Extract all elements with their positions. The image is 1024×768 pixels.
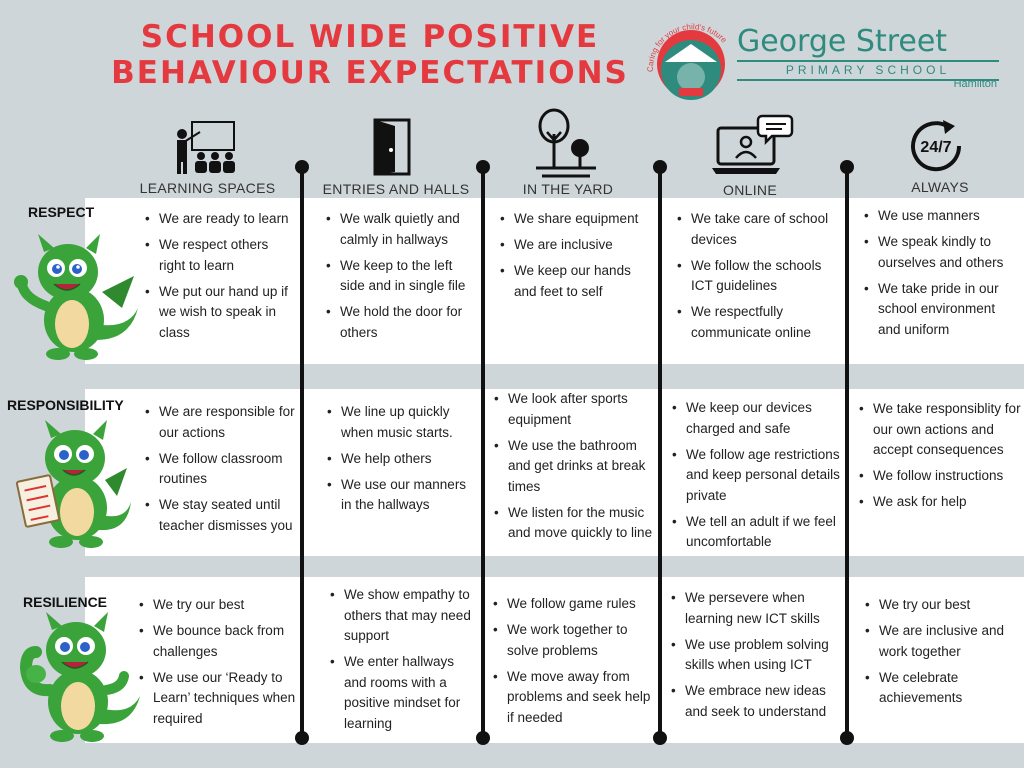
cell-resilience-always xyxy=(865,595,1021,714)
list-item: • We are ready to learn xyxy=(145,209,295,230)
list-item: • We use our manners in the hallways xyxy=(327,475,479,516)
divider-dot xyxy=(653,731,667,745)
cell-responsibility-online xyxy=(672,398,844,558)
cell-respect-online xyxy=(677,209,841,349)
list-item: • We use the bathroom and get drinks at break times xyxy=(494,436,656,498)
divider-dot xyxy=(840,160,854,174)
page-title-line-1: SCHOOL WIDE POSITIVE xyxy=(140,19,600,55)
column-header-entries-and-halls: ENTRIES AND HALLS xyxy=(322,181,470,197)
page-title-line-2: BEHAVIOUR EXPECTATIONS xyxy=(111,55,629,91)
list-item: • We take pride in our school environment and uniform xyxy=(864,279,1020,341)
tree-icon xyxy=(534,108,598,178)
column-header-always: ALWAYS xyxy=(911,179,969,195)
cell-respect-entries-and-halls xyxy=(326,209,478,349)
list-item: • We speak kindly to ourselves and others xyxy=(864,232,1020,273)
list-item: • We are inclusive xyxy=(500,235,650,256)
list-item: • We line up quickly when music starts. xyxy=(327,402,479,443)
school-subtitle: PRIMARY SCHOOL xyxy=(785,63,951,77)
list-item: • We use our ‘Ready to Learn’ techniques when required xyxy=(139,668,299,730)
list-item: • We celebrate achievements xyxy=(865,668,1021,709)
list-item: • We enter hallways and rooms with a positive mindset for learning xyxy=(330,652,476,734)
list-item: • We persevere when learning new ICT skills xyxy=(671,588,843,629)
column-divider xyxy=(845,167,849,737)
row-label-respect: RESPECT xyxy=(28,204,95,220)
list-item: • We are responsible for our actions xyxy=(145,402,299,443)
cell-responsibility-learning-spaces xyxy=(145,402,299,542)
list-item: • We take care of school devices xyxy=(677,209,841,250)
column-header-online: ONLINE xyxy=(723,182,777,198)
cell-respect-always xyxy=(864,206,1020,346)
school-tagline-arc: Caring for your child's future xyxy=(645,22,729,73)
list-item: • We bounce back from challenges xyxy=(139,621,299,662)
list-item: • We listen for the music and move quickly to line xyxy=(494,503,656,544)
list-item: • We keep our hands and feet to self xyxy=(500,261,650,302)
school-logo xyxy=(645,22,1005,100)
open-door-icon xyxy=(371,118,413,176)
row-label-resilience: RESILIENCE xyxy=(23,594,108,610)
list-item: • We follow classroom routines xyxy=(145,449,299,490)
cell-respect-learning-spaces xyxy=(145,209,295,349)
list-item: • We follow age restrictions and keep personal details private xyxy=(672,445,844,507)
list-item: • We try our best xyxy=(865,595,1021,616)
classroom-teacher-icon xyxy=(170,120,242,178)
school-emblem-icon xyxy=(645,22,737,100)
list-item: • We help others xyxy=(327,449,479,470)
list-item: • We show empathy to others that may need support xyxy=(330,585,476,647)
list-item: • We try our best xyxy=(139,595,299,616)
column-header-in-the-yard: IN THE YARD xyxy=(522,181,614,197)
divider-dot xyxy=(653,160,667,174)
list-item: • We share equipment xyxy=(500,209,650,230)
list-item: • We hold the door for others xyxy=(326,302,478,343)
24-7-icon xyxy=(907,118,969,176)
list-item: • We move away from problems and seek help if needed xyxy=(493,667,655,729)
list-item: • We follow the schools ICT guidelines xyxy=(677,256,841,297)
list-item: • We embrace new ideas and seek to understand xyxy=(671,681,843,722)
divider-dot xyxy=(840,731,854,745)
logo-rule-top xyxy=(737,60,999,62)
column-divider xyxy=(481,167,485,737)
cell-resilience-online xyxy=(671,588,843,728)
list-item: • We ask for help xyxy=(859,492,1021,513)
cell-resilience-learning-spaces xyxy=(139,595,299,735)
school-town: Hamilton xyxy=(953,78,997,90)
divider-dot xyxy=(476,160,490,174)
list-item: • We tell an adult if we feel uncomfortable xyxy=(672,512,844,553)
cell-responsibility-always xyxy=(859,399,1021,518)
list-item: • We follow game rules xyxy=(493,594,655,615)
laptop-chat-icon xyxy=(710,112,794,178)
column-header-learning-spaces: LEARNING SPACES xyxy=(139,180,276,196)
list-item: • We use problem solving skills when using ICT xyxy=(671,635,843,676)
column-divider xyxy=(658,167,662,737)
cell-responsibility-entries-and-halls xyxy=(327,402,479,521)
divider-dot xyxy=(476,731,490,745)
row-label-responsibility: RESPONSIBILITY xyxy=(7,397,124,413)
cell-resilience-in-the-yard xyxy=(493,594,655,734)
cell-respect-in-the-yard xyxy=(500,209,650,308)
cell-responsibility-in-the-yard xyxy=(494,389,656,549)
divider-dot xyxy=(295,160,309,174)
list-item: • We stay seated until teacher dismisses you xyxy=(145,495,299,536)
list-item: • We keep to the left side and in single file xyxy=(326,256,478,297)
school-name: George Street xyxy=(737,24,948,59)
column-divider xyxy=(300,167,304,737)
dragon-mascot-waving xyxy=(10,232,142,362)
list-item: • We take responsiblity for our own actions and accept consequences xyxy=(859,399,1021,461)
cell-resilience-entries-and-halls xyxy=(330,585,476,740)
list-item: • We respect others right to learn xyxy=(145,235,295,276)
list-item: • We walk quietly and calmly in hallways xyxy=(326,209,478,250)
list-item: • We put our hand up if we wish to speak in class xyxy=(145,282,295,344)
list-item: • We use manners xyxy=(864,206,1020,227)
list-item: • We follow instructions xyxy=(859,466,1021,487)
list-item: • We work together to solve problems xyxy=(493,620,655,661)
list-item: • We look after sports equipment xyxy=(494,389,656,430)
svg-text:24/7: 24/7 xyxy=(920,139,952,156)
list-item: • We respectfully communicate online xyxy=(677,302,841,343)
list-item: • We are inclusive and work together xyxy=(865,621,1021,662)
dragon-mascot-flexing xyxy=(12,612,144,742)
dragon-mascot-clipboard xyxy=(15,420,133,550)
list-item: • We keep our devices charged and safe xyxy=(672,398,844,439)
